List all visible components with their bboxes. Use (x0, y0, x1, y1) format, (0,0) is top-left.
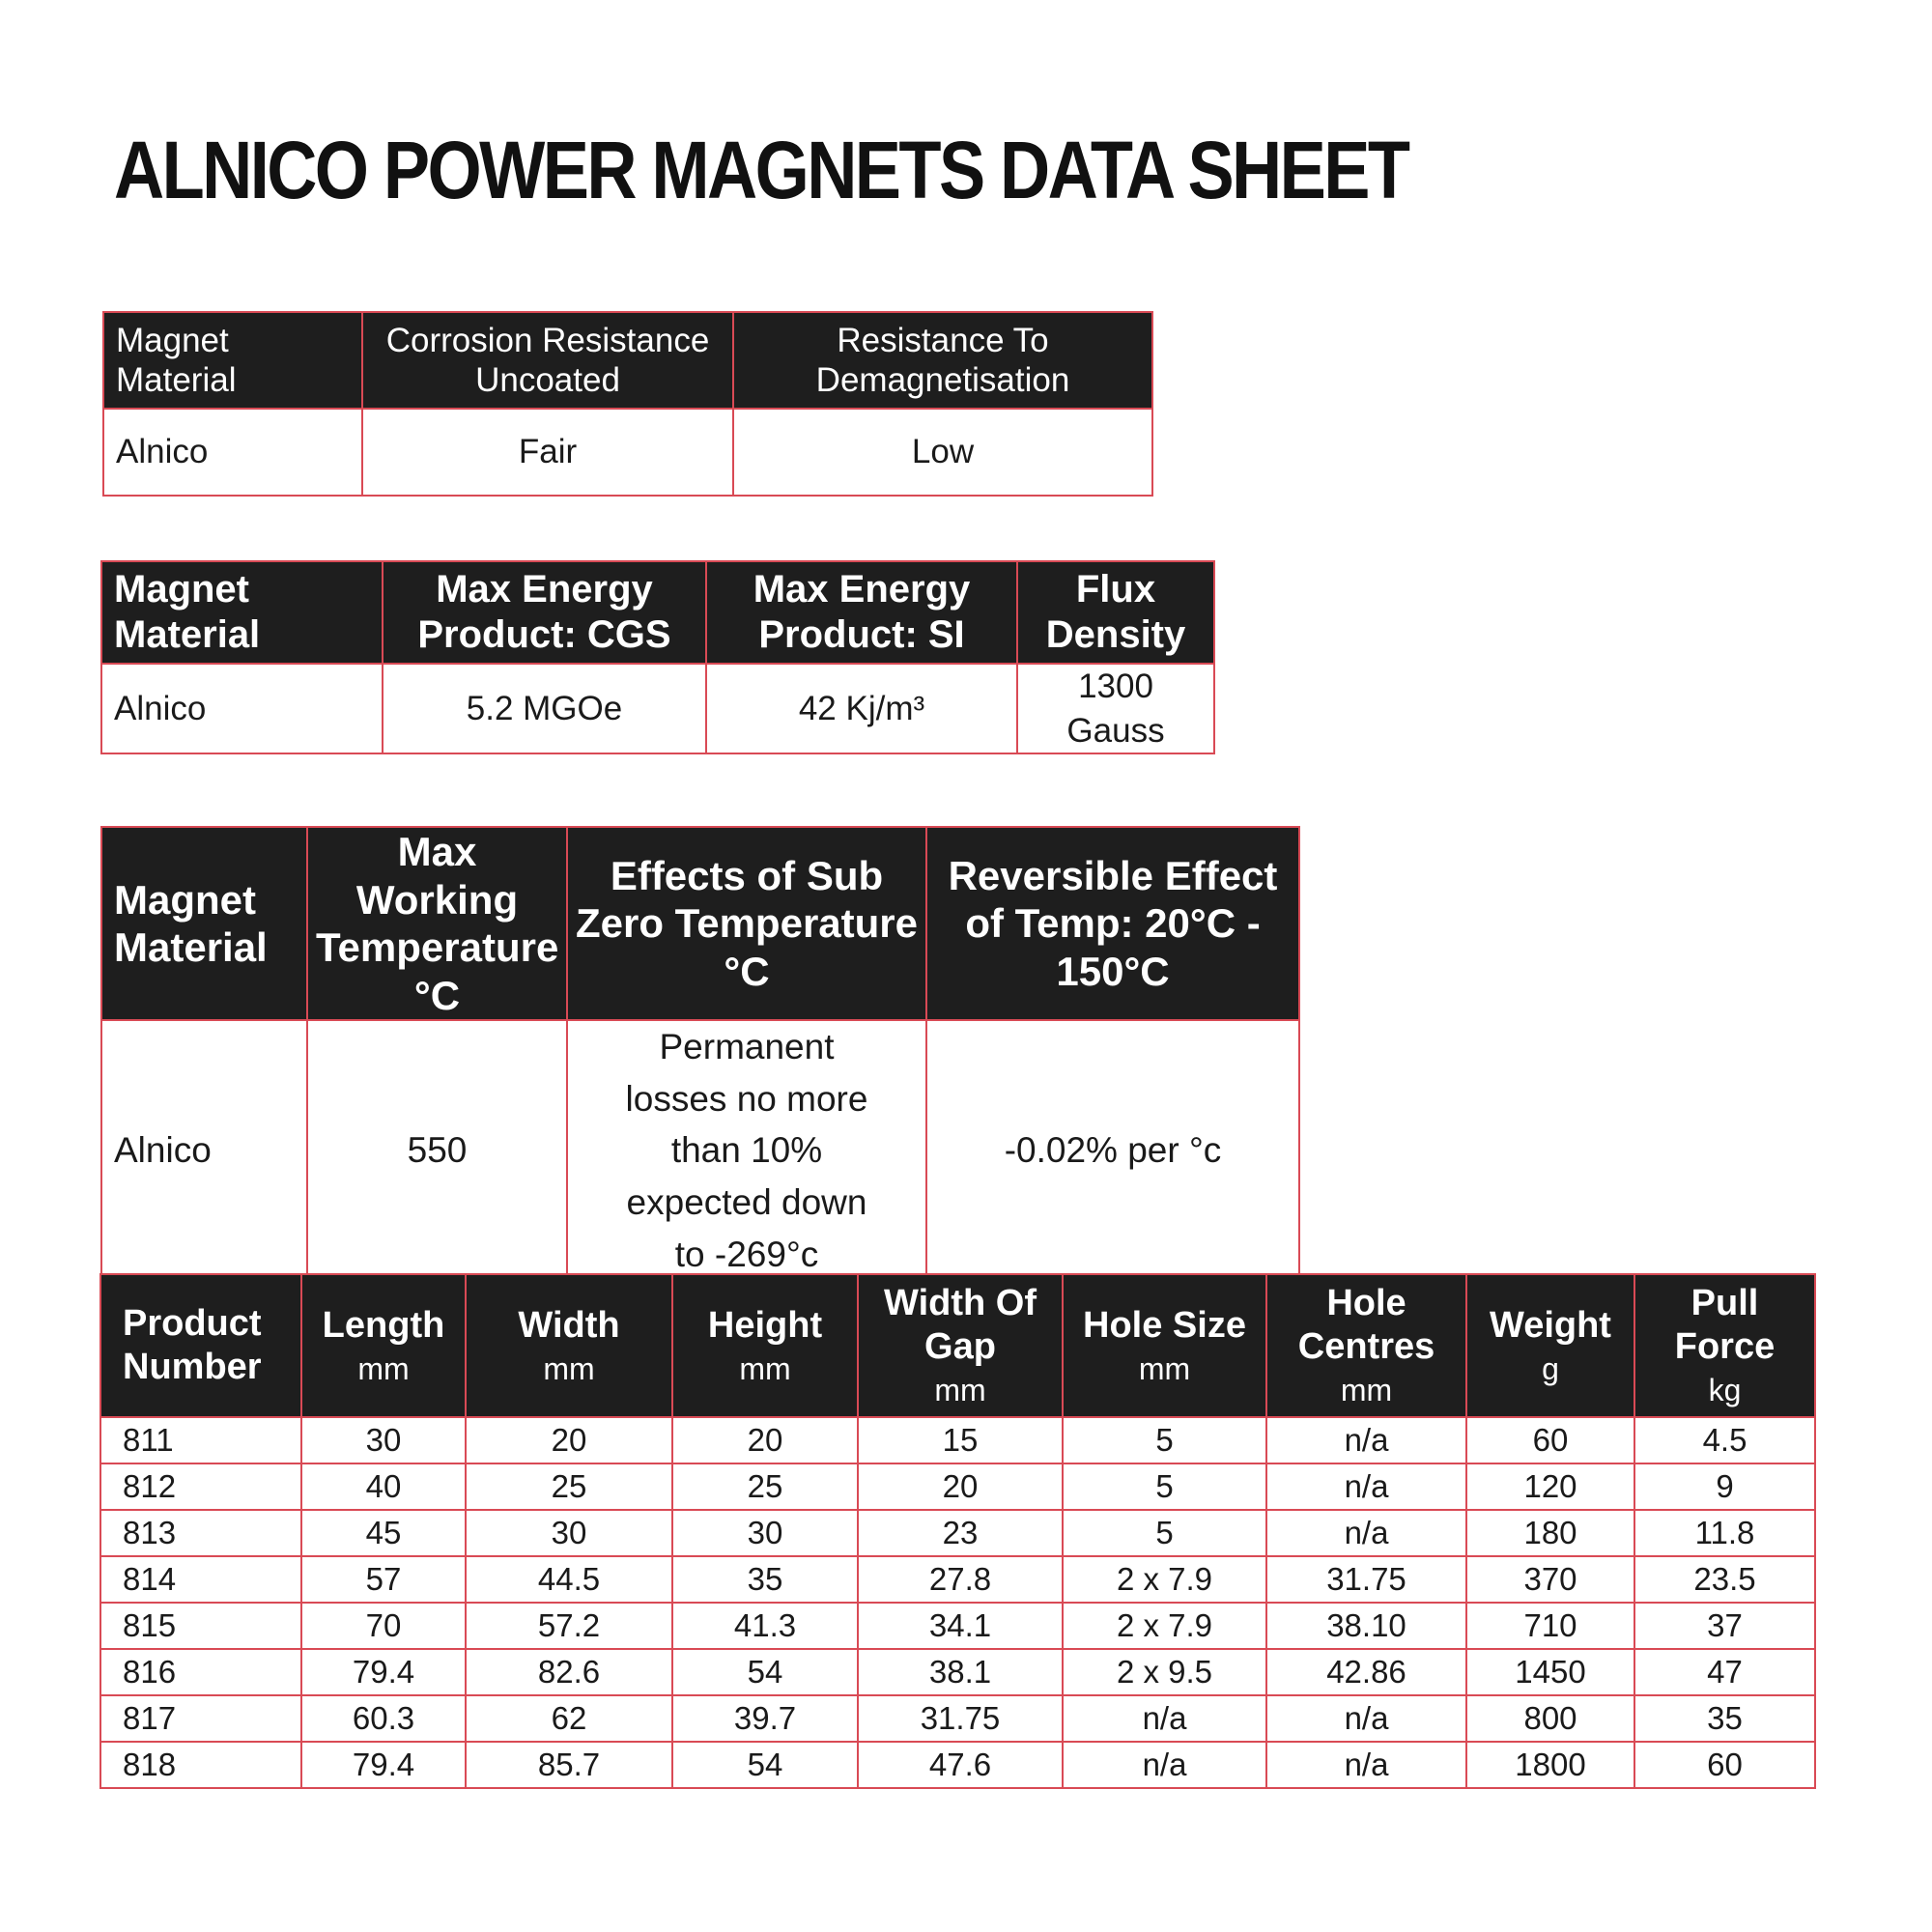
table-cell: 5 (1063, 1417, 1266, 1463)
table-cell: 30 (672, 1510, 858, 1556)
table-cell: 35 (672, 1556, 858, 1603)
table-cell: 38.10 (1266, 1603, 1466, 1649)
column-header (1266, 1274, 1466, 1417)
table-cell: 20 (858, 1463, 1063, 1510)
column-header-unit: mm (1138, 1350, 1191, 1386)
table-cell: 79.4 (301, 1649, 466, 1695)
column-header-label: Product Number (123, 1303, 262, 1387)
column-header-label: Height (707, 1304, 823, 1346)
table-cell: 818 (100, 1742, 301, 1788)
table-cell: 812 (100, 1463, 301, 1510)
table-header-row (101, 561, 1214, 664)
table-cell: 44.5 (466, 1556, 672, 1603)
table-cell: 47 (1634, 1649, 1815, 1695)
column-header-unit: mm (543, 1350, 595, 1386)
column-header (672, 1274, 858, 1417)
table-cell: 31.75 (858, 1695, 1063, 1742)
table-header-row (100, 1274, 1815, 1417)
product-dimensions-table (99, 1273, 1816, 1789)
table-cell: 30 (466, 1510, 672, 1556)
column-header: Max Working Temperature °C (307, 827, 567, 1020)
column-header: Reversible Effect of Temp: 20°C - 150°C (926, 827, 1299, 1020)
table-cell: 814 (100, 1556, 301, 1603)
table-row (103, 409, 1152, 496)
column-header-unit: mm (357, 1350, 410, 1386)
table-cell: 550 (307, 1020, 567, 1281)
table-row (100, 1510, 1815, 1556)
column-header (301, 1274, 466, 1417)
table-row (101, 1020, 1299, 1281)
table-cell: Fair (362, 409, 733, 496)
table-cell: 813 (100, 1510, 301, 1556)
column-header-label: Weight (1490, 1304, 1611, 1346)
table-header-row (101, 827, 1299, 1020)
column-header: Magnet Material (101, 827, 307, 1020)
column-header (1466, 1274, 1634, 1417)
column-header (858, 1274, 1063, 1417)
column-header-unit: mm (1340, 1372, 1393, 1407)
table-cell: 2 x 9.5 (1063, 1649, 1266, 1695)
table-cell: -0.02% per °c (926, 1020, 1299, 1281)
table-cell: Alnico (103, 409, 362, 496)
table-cell: 45 (301, 1510, 466, 1556)
table-cell: n/a (1266, 1463, 1466, 1510)
table-cell: 57 (301, 1556, 466, 1603)
table-cell: 710 (1466, 1603, 1634, 1649)
table-cell: 35 (1634, 1695, 1815, 1742)
table-cell: 60.3 (301, 1695, 466, 1742)
table-cell: 815 (100, 1603, 301, 1649)
column-header: Effects of Sub Zero Temperature °C (567, 827, 926, 1020)
table-cell: 47.6 (858, 1742, 1063, 1788)
corrosion-demagnetisation-table (102, 311, 1153, 497)
table-cell: 5.2 MGOe (383, 664, 706, 753)
column-header: Magnet Material (103, 312, 362, 409)
table-cell: 5 (1063, 1510, 1266, 1556)
table-cell: 2 x 7.9 (1063, 1603, 1266, 1649)
column-header-unit: mm (739, 1350, 791, 1386)
column-header-label: Hole Size (1083, 1304, 1246, 1346)
table-cell: 9 (1634, 1463, 1815, 1510)
table-cell: 70 (301, 1603, 466, 1649)
column-header: Flux Density (1017, 561, 1214, 664)
table-cell: 54 (672, 1742, 858, 1788)
table-cell: n/a (1266, 1417, 1466, 1463)
table-row (100, 1695, 1815, 1742)
table-cell: 2 x 7.9 (1063, 1556, 1266, 1603)
table-cell: 23 (858, 1510, 1063, 1556)
table-cell: n/a (1266, 1742, 1466, 1788)
table-cell: 42.86 (1266, 1649, 1466, 1695)
page-title: ALNICO POWER MAGNETS DATA SHEET (114, 125, 1408, 215)
table-cell: 60 (1466, 1417, 1634, 1463)
table-cell: 1300 Gauss (1017, 664, 1214, 753)
table-cell: 54 (672, 1649, 858, 1695)
column-header-unit: g (1542, 1350, 1559, 1386)
column-header-label: Width (518, 1304, 620, 1346)
table-cell: 34.1 (858, 1603, 1063, 1649)
table-cell: 1450 (1466, 1649, 1634, 1695)
table-row (101, 664, 1214, 753)
table-cell: 370 (1466, 1556, 1634, 1603)
table-cell: 800 (1466, 1695, 1634, 1742)
table-cell: 817 (100, 1695, 301, 1742)
table-row (100, 1417, 1815, 1463)
table-cell: 30 (301, 1417, 466, 1463)
table-cell: 25 (466, 1463, 672, 1510)
column-header-label: Width Of Gap (884, 1283, 1037, 1368)
column-header-label: Pull Force (1674, 1283, 1776, 1368)
column-header: Max Energy Product: CGS (383, 561, 706, 664)
column-header-label: Hole Centres (1297, 1283, 1435, 1368)
table-cell: 31.75 (1266, 1556, 1466, 1603)
table-cell: 41.3 (672, 1603, 858, 1649)
table-cell: n/a (1266, 1695, 1466, 1742)
table-row (100, 1649, 1815, 1695)
table-cell: 816 (100, 1649, 301, 1695)
table-cell: 20 (672, 1417, 858, 1463)
table-cell: 180 (1466, 1510, 1634, 1556)
column-header: Resistance To Demagnetisation (733, 312, 1152, 409)
table-cell: Alnico (101, 1020, 307, 1281)
table-row (100, 1463, 1815, 1510)
table-cell: 11.8 (1634, 1510, 1815, 1556)
table-cell: n/a (1063, 1742, 1266, 1788)
column-header (1063, 1274, 1266, 1417)
table-cell: 62 (466, 1695, 672, 1742)
table-cell: Permanent losses no more than 10% expected down to -269°c (567, 1020, 926, 1281)
table-row (100, 1603, 1815, 1649)
table-cell: 5 (1063, 1463, 1266, 1510)
table-cell: 38.1 (858, 1649, 1063, 1695)
table-cell: 60 (1634, 1742, 1815, 1788)
table-cell: 23.5 (1634, 1556, 1815, 1603)
table-cell: 811 (100, 1417, 301, 1463)
table-cell: 15 (858, 1417, 1063, 1463)
table-row (100, 1556, 1815, 1603)
table-cell: 120 (1466, 1463, 1634, 1510)
table-cell: 85.7 (466, 1742, 672, 1788)
table-cell: 4.5 (1634, 1417, 1815, 1463)
column-header (100, 1274, 301, 1417)
energy-product-table (100, 560, 1215, 754)
table-cell: 25 (672, 1463, 858, 1510)
table-cell: Alnico (101, 664, 383, 753)
table-cell: 82.6 (466, 1649, 672, 1695)
table-cell: 79.4 (301, 1742, 466, 1788)
table-header-row (103, 312, 1152, 409)
column-header-unit: kg (1708, 1372, 1742, 1407)
table-cell: 42 Kj/m³ (706, 664, 1017, 753)
temperature-table (100, 826, 1300, 1282)
column-header: Max Energy Product: SI (706, 561, 1017, 664)
column-header (1634, 1274, 1815, 1417)
table-cell: n/a (1063, 1695, 1266, 1742)
table-cell: 1800 (1466, 1742, 1634, 1788)
column-header: Corrosion Resistance Uncoated (362, 312, 733, 409)
table-cell: 20 (466, 1417, 672, 1463)
column-header-label: Length (322, 1304, 445, 1346)
column-header (466, 1274, 672, 1417)
table-row (100, 1742, 1815, 1788)
table-cell: 57.2 (466, 1603, 672, 1649)
column-header: Magnet Material (101, 561, 383, 664)
table-cell: n/a (1266, 1510, 1466, 1556)
table-cell: Low (733, 409, 1152, 496)
table-cell: 27.8 (858, 1556, 1063, 1603)
table-cell: 37 (1634, 1603, 1815, 1649)
table-cell: 40 (301, 1463, 466, 1510)
table-cell: 39.7 (672, 1695, 858, 1742)
column-header-unit: mm (934, 1372, 986, 1407)
